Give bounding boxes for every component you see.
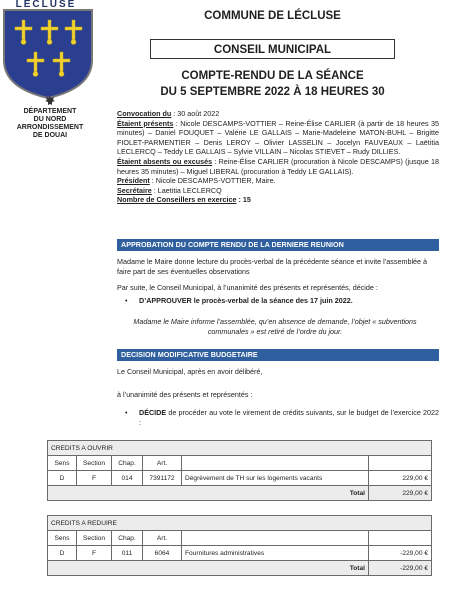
column-header: Section (77, 531, 112, 546)
absents-label: Étaient absents ou excusés (117, 156, 213, 166)
column-header (369, 456, 432, 471)
cell-sens: D (48, 471, 77, 486)
secretaire-label: Secrétaire (117, 185, 152, 195)
cell-label: Dégrèvement de TH sur les logements vacants (182, 471, 369, 486)
total-value: -229,00 € (369, 561, 432, 576)
secretaire-value: : Laetitia LECLERCQ (151, 185, 222, 195)
presents-value: : Nicole DESCAMPS-VOTTIER – Reine-Élise CARLIER (à partir de 18 heures 35 minutes) – Daniel FOUQUET – Valérie LE GALLAIS – Marie-Madeleine MATON-BUHL – Brigitte FIOLET-PARMENTIER – Denis LEROY – Olivier LASSELIN – Jocelyn FAUVEAUX – Laëtitia LECLERCQ – Teddy LE GALLAIS – Sylvie VILLAIN – Nicolas STIEVET – Rudy DILLIES. (117, 118, 439, 157)
section2-bullet-text: de procéder au vote le virement de crédits suivants, sur le budget de l’exercice 2022 : (139, 408, 439, 427)
cell-art: 7391172 (143, 471, 182, 486)
column-header (182, 456, 369, 471)
column-header (369, 531, 432, 546)
total-row (48, 561, 432, 576)
presents-line (117, 119, 439, 157)
dept-line: DE DOUAI (32, 132, 68, 139)
dept-line: ARRONDISSEMENT (16, 124, 84, 131)
report-title-line1: COMPTE-RENDU DE LA SÉANCE (181, 70, 364, 82)
total-row (48, 486, 432, 501)
cell-chap: 014 (112, 471, 143, 486)
cell-art: 6064 (143, 546, 182, 561)
total-value: 229,00 € (369, 486, 432, 501)
crest-town-name: LECLUSE (15, 0, 77, 10)
credits-reduce-table (47, 515, 432, 576)
cell-chap: 011 (112, 546, 143, 561)
dept-line: DU NORD (33, 116, 67, 123)
absents-value: : Reine-Élise CARLIER (procuration à Nicole DESCAMPS) (jusque 18 heures 35 minutes) – Miguel LIBERAL (procuration à Teddy LE GALLAIS). (117, 156, 439, 176)
department-block (0, 108, 100, 140)
secretaire-line (117, 186, 439, 196)
table-title: CREDITS A OUVRIR (48, 441, 432, 456)
total-label: Total (48, 486, 369, 501)
section1-bullet (139, 296, 439, 306)
cell-amount: -229,00 € (369, 546, 432, 561)
section2-bullet (139, 408, 439, 427)
section1-bullet-text: le procès-verbal de la séance des 17 juin 2022. (191, 296, 353, 305)
nombre-line (117, 195, 439, 205)
bullet-icon: • (125, 408, 128, 417)
presents-label: Étaient présents (117, 118, 174, 128)
report-title (100, 68, 445, 100)
section1-para2: Par suite, le Conseil Municipal, à l’unanimité des présents et représentés, décide : (117, 283, 378, 292)
cell-section: F (77, 471, 112, 486)
intro-block (117, 109, 439, 205)
section-heading-decision: DECISION MODIFICATIVE BUDGETAIRE (117, 349, 439, 361)
section1-note: Madame le Maire informe l’assemblée, qu’en absence de demande, l’objet « subventions communales » est retiré de l’ordre du jour. (133, 317, 417, 336)
section1-para1: Madame le Maire donne lecture du procès-verbal de la précédente séance et invite l’assemblée à faire part de ses éventuelles observations (117, 257, 428, 276)
shield-icon (0, 0, 100, 100)
cell-label: Fournitures administratives (182, 546, 369, 561)
cell-sens: D (48, 546, 77, 561)
section1-bullet-bold: D’APPROUVER (139, 296, 192, 305)
nombre-value: : 15 (236, 195, 251, 205)
dept-line: DÉPARTEMENT (23, 108, 77, 115)
credits-open-table (47, 440, 432, 501)
table-row (48, 471, 432, 486)
column-header (182, 531, 369, 546)
convocation-line (117, 109, 439, 119)
cell-section: F (77, 546, 112, 561)
section2-bullet-bold: DÉCIDE (139, 408, 167, 417)
column-header: Section (77, 456, 112, 471)
commune-title: COMMUNE DE LÉCLUSE (204, 10, 341, 22)
column-header: Sens (48, 456, 77, 471)
president-label: Président (117, 176, 150, 186)
convocation-label: Convocation du (117, 109, 172, 118)
section2-para1: Le Conseil Municipal, après en avoir délibéré, (117, 367, 263, 376)
report-title-line2: DU 5 SEPTEMBRE 2022 À 18 HEURES 30 (160, 86, 385, 98)
convocation-value: : 30 août 2022 (171, 109, 220, 118)
table-row (48, 546, 432, 561)
town-crest (0, 0, 100, 98)
absents-line (117, 157, 439, 176)
president-value: : Nicole DESCAMPS-VOTTIER, Maire. (149, 176, 276, 186)
cell-amount: 229,00 € (369, 471, 432, 486)
column-header: Sens (48, 531, 77, 546)
section2-para2: à l’unanimité des présents et représentés : (117, 390, 253, 399)
president-line (117, 176, 439, 186)
column-header: Chap. (112, 531, 143, 546)
column-header: Art. (143, 456, 182, 471)
section-heading-approbation: APPROBATION DU COMPTE RENDU DE LA DERNIERE REUNION (117, 239, 439, 251)
table-title: CREDITS A REDUIRE (48, 516, 432, 531)
total-label: Total (48, 561, 369, 576)
council-box: CONSEIL MUNICIPAL (150, 39, 395, 59)
column-header: Art. (143, 531, 182, 546)
bullet-icon: • (125, 296, 128, 305)
nombre-label: Nombre de Conseillers en exercice (117, 195, 237, 205)
column-header: Chap. (112, 456, 143, 471)
